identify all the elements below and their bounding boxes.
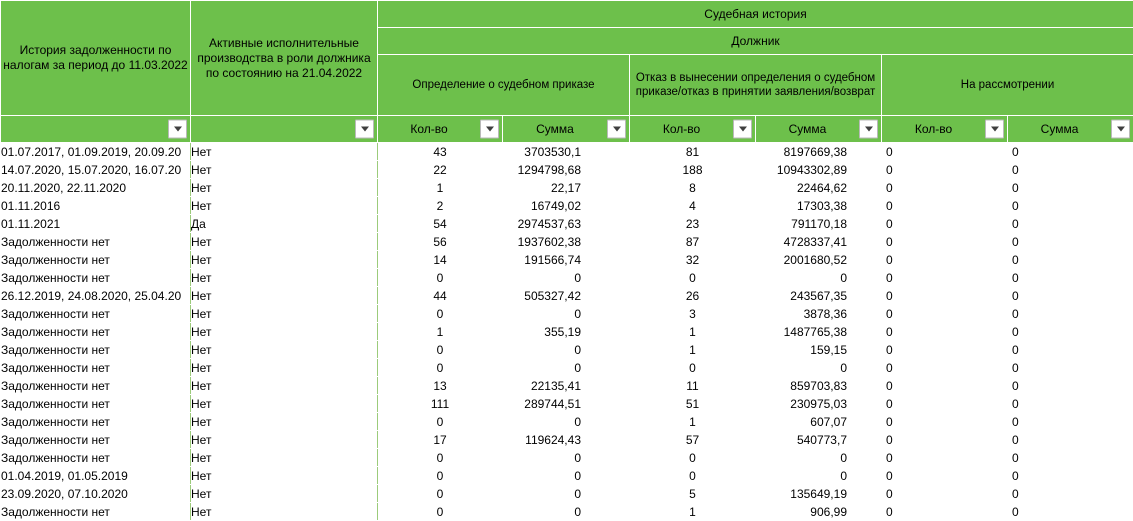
table-row[interactable] [1, 503, 1133, 521]
filter-cell-active[interactable] [191, 116, 378, 143]
cell-order-sum[interactable]: 0 [503, 503, 630, 521]
cell-refusal-sum[interactable]: 3878,36 [756, 305, 882, 323]
cell-period[interactable]: Задолженности нет [1, 251, 191, 269]
cell-active[interactable]: Нет [191, 287, 378, 305]
cell-active[interactable]: Нет [191, 251, 378, 269]
cell-refusal-count[interactable]: 1 [630, 323, 756, 341]
chevron-down-icon [991, 127, 999, 132]
filter-dropdown-icon-refusal-count[interactable] [733, 120, 752, 139]
cell-refusal-sum[interactable]: 135649,19 [756, 485, 882, 503]
chevron-down-icon [865, 127, 873, 132]
cell-active[interactable]: Нет [191, 377, 378, 395]
cell-order-sum[interactable]: 0 [503, 269, 630, 287]
cell-review-count[interactable]: 0 [882, 341, 1008, 359]
cell-period[interactable]: 23.09.2020, 07.10.2020 [1, 485, 191, 503]
cell-order-count[interactable]: 0 [378, 467, 503, 485]
filter-dropdown-icon-refusal-sum[interactable] [859, 120, 878, 139]
cell-order-sum[interactable]: 0 [503, 359, 630, 377]
cell-review-count[interactable]: 0 [882, 395, 1008, 413]
cell-refusal-sum[interactable]: 159,15 [756, 341, 882, 359]
cell-review-count[interactable]: 0 [882, 503, 1008, 521]
cell-refusal-count[interactable]: 0 [630, 467, 756, 485]
cell-order-count[interactable]: 54 [378, 215, 503, 233]
cell-review-sum[interactable]: 0 [1008, 305, 1133, 323]
cell-refusal-sum[interactable]: 906,99 [756, 503, 882, 521]
cell-review-sum[interactable]: 0 [1008, 395, 1133, 413]
chevron-down-icon [174, 127, 182, 132]
cell-active[interactable]: Нет [191, 143, 378, 161]
cell-active[interactable]: Нет [191, 341, 378, 359]
cell-order-sum[interactable]: 0 [503, 305, 630, 323]
cell-refusal-count[interactable]: 87 [630, 233, 756, 251]
filter-cell-refusal-count[interactable] [630, 116, 756, 143]
cell-review-count[interactable]: 0 [882, 215, 1008, 233]
cell-order-sum[interactable]: 289744,51 [503, 395, 630, 413]
table-row[interactable] [1, 251, 1133, 269]
cell-review-count[interactable]: 0 [882, 449, 1008, 467]
cell-review-sum[interactable]: 0 [1008, 269, 1133, 287]
cell-review-count[interactable]: 0 [882, 305, 1008, 323]
table-row[interactable] [1, 287, 1133, 305]
filter-label-refusal-count: Кол-во [630, 122, 755, 136]
cell-refusal-count[interactable]: 4 [630, 197, 756, 215]
cell-refusal-sum[interactable]: 859703,83 [756, 377, 882, 395]
chevron-down-icon [739, 127, 747, 132]
cell-period[interactable]: Задолженности нет [1, 341, 191, 359]
cell-refusal-sum[interactable]: 230975,03 [756, 395, 882, 413]
cell-order-sum[interactable]: 22135,41 [503, 377, 630, 395]
cell-active[interactable]: Нет [191, 269, 378, 287]
cell-period[interactable]: 01.11.2021 [1, 215, 191, 233]
cell-review-sum[interactable]: 0 [1008, 485, 1133, 503]
cell-active[interactable]: Нет [191, 359, 378, 377]
filter-dropdown-icon-review-count[interactable] [985, 120, 1004, 139]
cell-refusal-sum[interactable]: 2001680,52 [756, 251, 882, 269]
header-court-order: Определение о судебном приказе [378, 55, 630, 116]
cell-refusal-sum[interactable]: 0 [756, 359, 882, 377]
filter-label-order-count: Кол-во [378, 122, 502, 136]
cell-order-count[interactable]: 44 [378, 287, 503, 305]
cell-review-sum[interactable]: 0 [1008, 287, 1133, 305]
cell-active[interactable]: Нет [191, 467, 378, 485]
cell-period[interactable]: Задолженности нет [1, 377, 191, 395]
filter-label-refusal-sum: Сумма [756, 122, 881, 136]
cell-refusal-sum[interactable]: 10943302,89 [756, 161, 882, 179]
cell-refusal-count[interactable]: 188 [630, 161, 756, 179]
cell-review-sum[interactable]: 0 [1008, 503, 1133, 521]
cell-order-count[interactable]: 43 [378, 143, 503, 161]
cell-active[interactable]: Нет [191, 431, 378, 449]
cell-order-sum[interactable]: 1294798,68 [503, 161, 630, 179]
chevron-down-icon [1117, 127, 1125, 132]
header-row-top [1, 1, 1133, 28]
cell-active[interactable]: Нет [191, 449, 378, 467]
header-period: История задолженности по налогам за период до 11.03.2022 [1, 1, 191, 116]
cell-review-count[interactable]: 0 [882, 233, 1008, 251]
cell-order-sum[interactable]: 0 [503, 341, 630, 359]
cell-refusal-sum[interactable]: 0 [756, 449, 882, 467]
table-row[interactable] [1, 359, 1133, 377]
filter-dropdown-icon-active[interactable] [355, 120, 374, 139]
cell-order-count[interactable]: 0 [378, 341, 503, 359]
cell-order-sum[interactable]: 0 [503, 413, 630, 431]
table-row[interactable] [1, 197, 1133, 215]
cell-review-sum[interactable]: 0 [1008, 413, 1133, 431]
cell-period[interactable]: 20.11.2020, 22.11.2020 [1, 179, 191, 197]
cell-period[interactable]: Задолженности нет [1, 449, 191, 467]
table-row[interactable] [1, 233, 1133, 251]
cell-review-sum[interactable]: 0 [1008, 449, 1133, 467]
cell-order-count[interactable]: 2 [378, 197, 503, 215]
header-court-history: Судебная история [378, 1, 1133, 28]
filter-cell-review-sum[interactable] [1008, 116, 1133, 143]
cell-order-sum[interactable]: 505327,42 [503, 287, 630, 305]
cell-review-count[interactable]: 0 [882, 377, 1008, 395]
cell-refusal-sum[interactable]: 0 [756, 269, 882, 287]
cell-refusal-count[interactable]: 1 [630, 413, 756, 431]
table-row[interactable] [1, 341, 1133, 359]
cell-period[interactable]: Задолженности нет [1, 233, 191, 251]
cell-review-sum[interactable]: 0 [1008, 143, 1133, 161]
table-row[interactable] [1, 395, 1133, 413]
cell-review-sum[interactable]: 0 [1008, 359, 1133, 377]
cell-refusal-count[interactable]: 0 [630, 359, 756, 377]
cell-order-sum[interactable]: 1937602,38 [503, 233, 630, 251]
cell-review-sum[interactable]: 0 [1008, 341, 1133, 359]
cell-refusal-sum[interactable]: 1487765,38 [756, 323, 882, 341]
cell-review-sum[interactable]: 0 [1008, 233, 1133, 251]
cell-refusal-count[interactable]: 26 [630, 287, 756, 305]
table-row[interactable] [1, 269, 1133, 287]
cell-review-count[interactable]: 0 [882, 323, 1008, 341]
header-debtor: Должник [378, 28, 1133, 55]
filter-dropdown-icon-order-sum[interactable] [607, 120, 626, 139]
cell-review-sum[interactable]: 0 [1008, 197, 1133, 215]
chevron-down-icon [486, 127, 494, 132]
cell-order-sum[interactable]: 16749,02 [503, 197, 630, 215]
cell-refusal-count[interactable]: 3 [630, 305, 756, 323]
chevron-down-icon [361, 127, 369, 132]
cell-order-count[interactable]: 1 [378, 323, 503, 341]
cell-period[interactable]: Задолженности нет [1, 413, 191, 431]
cell-refusal-sum[interactable]: 243567,35 [756, 287, 882, 305]
cell-active[interactable]: Нет [191, 485, 378, 503]
filter-dropdown-icon-review-sum[interactable] [1111, 120, 1130, 139]
table-row[interactable] [1, 305, 1133, 323]
cell-period[interactable]: 26.12.2019, 24.08.2020, 25.04.20 [1, 287, 191, 305]
cell-review-sum[interactable]: 0 [1008, 377, 1133, 395]
cell-order-sum[interactable]: 0 [503, 467, 630, 485]
table-row[interactable] [1, 377, 1133, 395]
cell-order-count[interactable]: 13 [378, 377, 503, 395]
cell-refusal-count[interactable]: 57 [630, 431, 756, 449]
cell-review-sum[interactable]: 0 [1008, 431, 1133, 449]
cell-active[interactable]: Нет [191, 197, 378, 215]
header-refusal: Отказ в вынесении определения о судебном приказе/отказ в принятии заявления/возврат [630, 55, 882, 116]
cell-review-sum[interactable]: 0 [1008, 161, 1133, 179]
header-under-review: На рассмотрении [882, 55, 1133, 116]
cell-active[interactable]: Нет [191, 413, 378, 431]
cell-active[interactable]: Нет [191, 305, 378, 323]
cell-review-sum[interactable]: 0 [1008, 215, 1133, 233]
cell-order-sum[interactable]: 22,17 [503, 179, 630, 197]
cell-active[interactable]: Нет [191, 179, 378, 197]
cell-active[interactable]: Нет [191, 161, 378, 179]
table-row[interactable] [1, 215, 1133, 233]
table-row[interactable] [1, 323, 1133, 341]
cell-refusal-count[interactable]: 0 [630, 269, 756, 287]
cell-active[interactable]: Нет [191, 323, 378, 341]
cell-period[interactable]: 01.11.2016 [1, 197, 191, 215]
cell-review-count[interactable]: 0 [882, 179, 1008, 197]
cell-period[interactable]: Задолженности нет [1, 305, 191, 323]
table-body [1, 143, 1133, 521]
table-row[interactable] [1, 485, 1133, 503]
cell-refusal-sum[interactable]: 8197669,38 [756, 143, 882, 161]
cell-review-count[interactable]: 0 [882, 287, 1008, 305]
filter-label-order-sum: Сумма [503, 122, 629, 136]
filter-label-review-count: Кол-во [882, 122, 1007, 136]
filter-dropdown-icon-period[interactable] [168, 120, 187, 139]
cell-period[interactable]: Задолженности нет [1, 269, 191, 287]
cell-refusal-count[interactable]: 8 [630, 179, 756, 197]
cell-refusal-sum[interactable]: 607,07 [756, 413, 882, 431]
filter-cell-order-count[interactable] [378, 116, 503, 143]
cell-refusal-sum[interactable]: 791170,18 [756, 215, 882, 233]
cell-refusal-sum[interactable]: 0 [756, 467, 882, 485]
cell-refusal-sum[interactable]: 4728337,41 [756, 233, 882, 251]
table-row[interactable] [1, 431, 1133, 449]
header-active-proceedings: Активные исполнительные производства в роли должника по состоянию на 21.04.2022 [191, 1, 378, 116]
cell-period[interactable]: Задолженности нет [1, 431, 191, 449]
cell-review-count[interactable]: 0 [882, 251, 1008, 269]
cell-active[interactable]: Да [191, 215, 378, 233]
cell-review-count[interactable]: 0 [882, 413, 1008, 431]
cell-active[interactable]: Нет [191, 233, 378, 251]
cell-order-sum[interactable]: 119624,43 [503, 431, 630, 449]
cell-refusal-count[interactable]: 1 [630, 503, 756, 521]
cell-refusal-sum[interactable]: 22464,62 [756, 179, 882, 197]
cell-refusal-count[interactable]: 11 [630, 377, 756, 395]
cell-active[interactable]: Нет [191, 503, 378, 521]
cell-order-count[interactable]: 0 [378, 485, 503, 503]
cell-order-count[interactable]: 0 [378, 503, 503, 521]
cell-review-count[interactable]: 0 [882, 197, 1008, 215]
filter-dropdown-icon-order-count[interactable] [480, 120, 499, 139]
cell-order-count[interactable]: 56 [378, 233, 503, 251]
cell-order-sum[interactable]: 355,19 [503, 323, 630, 341]
table-row[interactable] [1, 413, 1133, 431]
cell-review-sum[interactable]: 0 [1008, 323, 1133, 341]
cell-order-sum[interactable]: 0 [503, 449, 630, 467]
table-row[interactable] [1, 449, 1133, 467]
cell-order-count[interactable]: 0 [378, 359, 503, 377]
cell-review-count[interactable]: 0 [882, 485, 1008, 503]
cell-order-count[interactable]: 0 [378, 305, 503, 323]
cell-review-count[interactable]: 0 [882, 359, 1008, 377]
table-row[interactable] [1, 467, 1133, 485]
cell-order-count[interactable]: 17 [378, 431, 503, 449]
cell-review-count[interactable]: 0 [882, 161, 1008, 179]
cell-review-count[interactable]: 0 [882, 431, 1008, 449]
cell-order-sum[interactable]: 2974537,63 [503, 215, 630, 233]
cell-active[interactable]: Нет [191, 395, 378, 413]
filter-cell-review-count[interactable] [882, 116, 1008, 143]
cell-order-sum[interactable]: 3703530,1 [503, 143, 630, 161]
filter-cell-period[interactable] [1, 116, 191, 143]
cell-refusal-count[interactable]: 81 [630, 143, 756, 161]
cell-period[interactable]: 14.07.2020, 15.07.2020, 16.07.20 [1, 161, 191, 179]
cell-refusal-count[interactable]: 51 [630, 395, 756, 413]
cell-refusal-count[interactable]: 1 [630, 341, 756, 359]
cell-review-count[interactable]: 0 [882, 269, 1008, 287]
table-row[interactable] [1, 161, 1133, 179]
cell-order-count[interactable]: 14 [378, 251, 503, 269]
cell-order-count[interactable]: 0 [378, 449, 503, 467]
cell-review-count[interactable]: 0 [882, 467, 1008, 485]
filter-cell-refusal-sum[interactable] [756, 116, 882, 143]
cell-review-sum[interactable]: 0 [1008, 179, 1133, 197]
cell-order-count[interactable]: 1 [378, 179, 503, 197]
cell-review-sum[interactable]: 0 [1008, 251, 1133, 269]
cell-review-count[interactable]: 0 [882, 143, 1008, 161]
cell-order-sum[interactable]: 191566,74 [503, 251, 630, 269]
cell-period[interactable]: 01.07.2017, 01.09.2019, 20.09.20 [1, 143, 191, 161]
cell-refusal-count[interactable]: 0 [630, 449, 756, 467]
cell-review-sum[interactable]: 0 [1008, 467, 1133, 485]
cell-refusal-sum[interactable]: 17303,38 [756, 197, 882, 215]
cell-period[interactable]: 01.04.2019, 01.05.2019 [1, 467, 191, 485]
cell-refusal-count[interactable]: 23 [630, 215, 756, 233]
cell-period[interactable]: Задолженности нет [1, 395, 191, 413]
cell-period[interactable]: Задолженности нет [1, 359, 191, 377]
cell-order-count[interactable]: 111 [378, 395, 503, 413]
chevron-down-icon [613, 127, 621, 132]
filter-cell-order-sum[interactable] [503, 116, 630, 143]
cell-refusal-count[interactable]: 32 [630, 251, 756, 269]
filter-label-review-sum: Сумма [1008, 122, 1133, 136]
table-row[interactable] [1, 143, 1133, 161]
cell-order-count[interactable]: 0 [378, 413, 503, 431]
cell-refusal-count[interactable]: 5 [630, 485, 756, 503]
table-row[interactable] [1, 179, 1133, 197]
cell-order-count[interactable]: 0 [378, 269, 503, 287]
cell-period[interactable]: Задолженности нет [1, 503, 191, 521]
cell-refusal-sum[interactable]: 540773,7 [756, 431, 882, 449]
cell-period[interactable]: Задолженности нет [1, 323, 191, 341]
cell-order-sum[interactable]: 0 [503, 485, 630, 503]
filter-row [1, 116, 1133, 143]
cell-order-count[interactable]: 22 [378, 161, 503, 179]
